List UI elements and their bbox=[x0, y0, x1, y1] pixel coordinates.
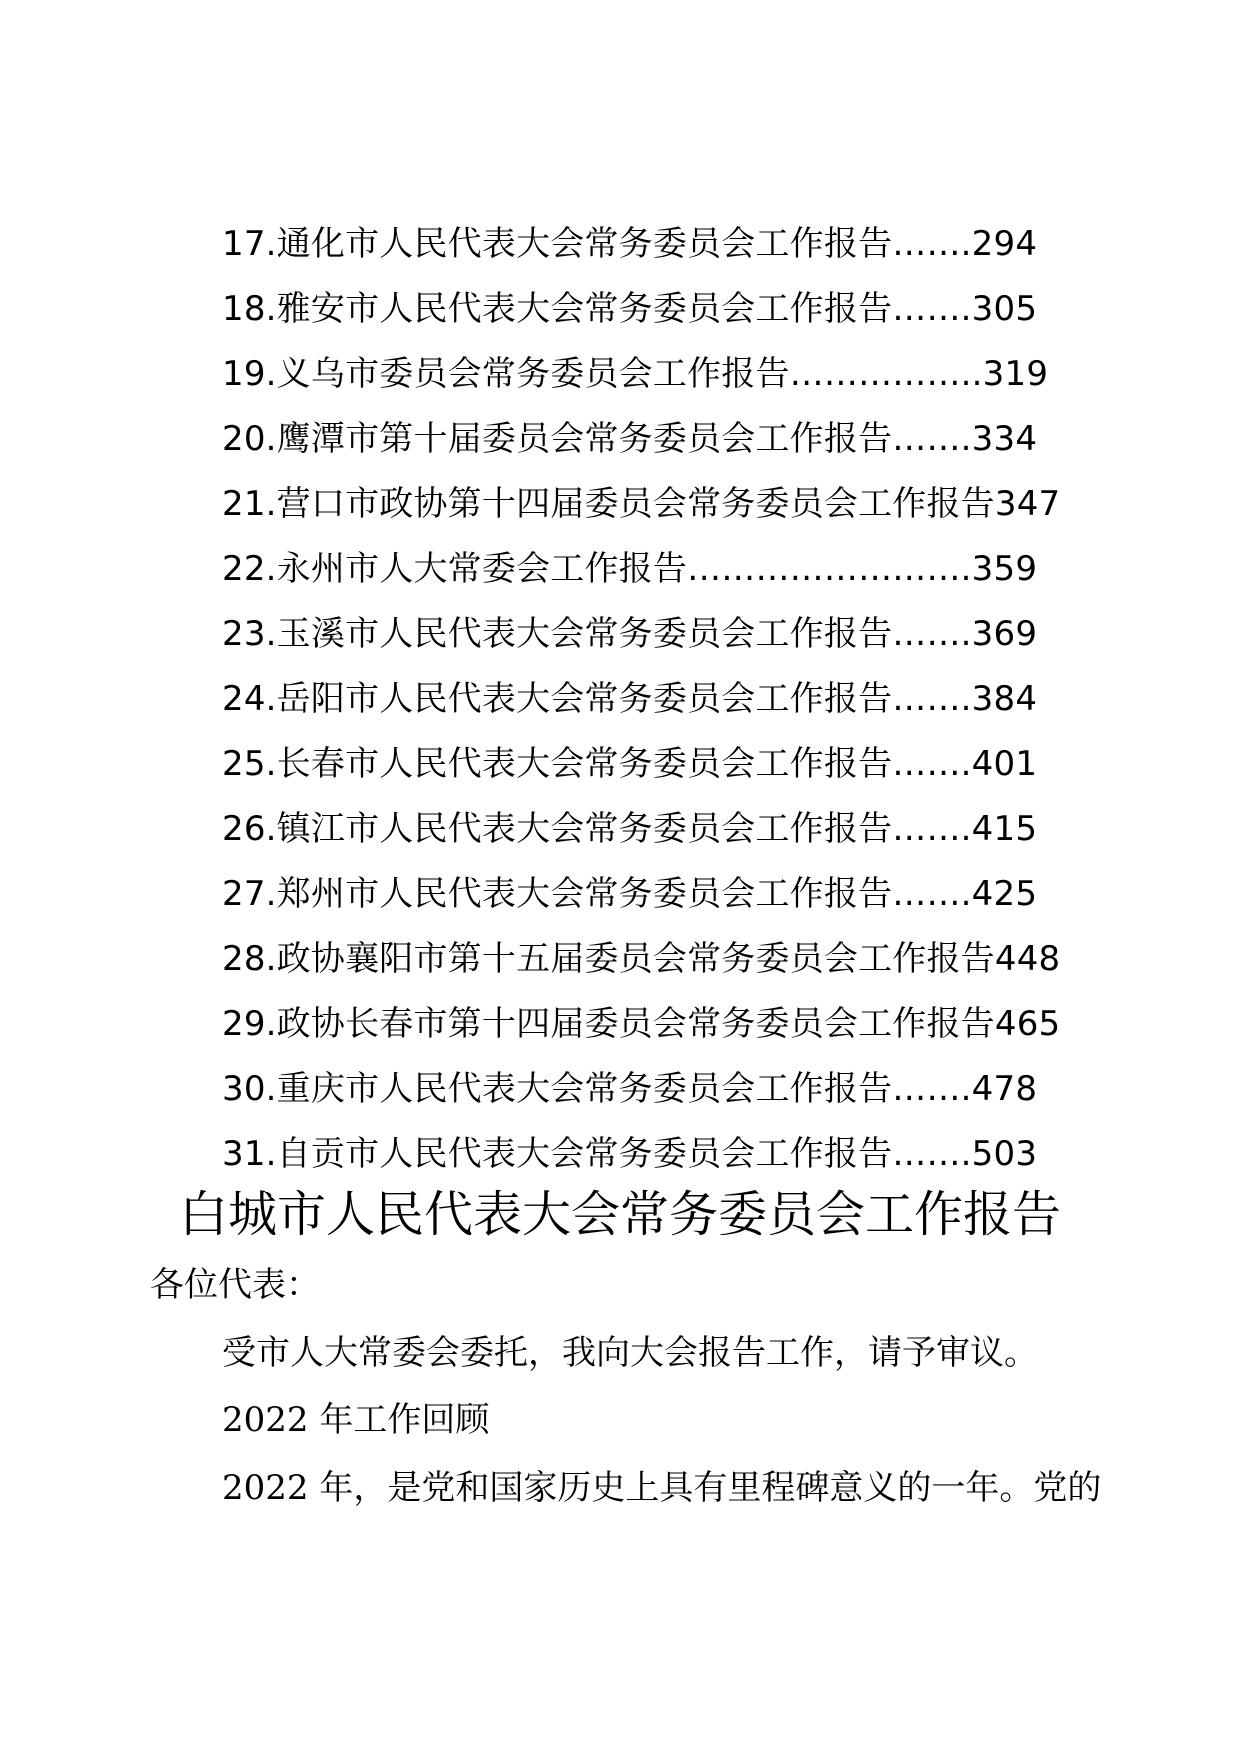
toc-entry-27: 27.郑州市人民代表大会常务委员会工作报告…….425 bbox=[222, 874, 1038, 914]
paragraph-commission: 受市人大常委会委托，我向大会报告工作，请予审议。 bbox=[222, 1333, 1038, 1373]
paragraph-intro bbox=[222, 1463, 1101, 1513]
toc-entry-24: 24.岳阳市人民代表大会常务委员会工作报告…….384 bbox=[222, 679, 1038, 719]
toc-entry-18: 18.雅安市人民代表大会常务委员会工作报告…….305 bbox=[222, 289, 1038, 329]
document-title: 白城市人民代表大会常务委员会工作报告 bbox=[178, 1186, 1061, 1243]
year-number: 2022 bbox=[222, 1468, 309, 1508]
toc-entry-28: 28.政协襄阳市第十五届委员会常务委员会工作报告448 bbox=[222, 939, 1061, 979]
toc-entry-21: 21.营口市政协第十四届委员会常务委员会工作报告347 bbox=[222, 484, 1061, 524]
toc-entry-25: 25.长春市人民代表大会常务委员会工作报告…….401 bbox=[222, 744, 1038, 784]
paragraph-intro-text: 年，是党和国家历史上具有里程碑意义的一年。党的 bbox=[308, 1468, 1102, 1508]
toc-entry-20: 20.鹰潭市第十届委员会常务委员会工作报告…….334 bbox=[222, 419, 1038, 459]
year-number: 2022 bbox=[222, 1400, 309, 1440]
toc-entry-31: 31.自贡市人民代表大会常务委员会工作报告…….503 bbox=[222, 1134, 1038, 1174]
toc-entry-30: 30.重庆市人民代表大会常务委员会工作报告…….478 bbox=[222, 1069, 1038, 1109]
section-heading-review bbox=[222, 1395, 489, 1445]
toc-entry-23: 23.玉溪市人民代表大会常务委员会工作报告…….369 bbox=[222, 614, 1038, 654]
table-of-contents bbox=[222, 218, 1062, 1193]
toc-entry-26: 26.镇江市人民代表大会常务委员会工作报告…….415 bbox=[222, 809, 1038, 849]
toc-entry-22: 22.永州市人大常委会工作报告…………………….359 bbox=[222, 549, 1038, 589]
salutation: 各位代表： bbox=[150, 1265, 320, 1305]
toc-entry-17: 17.通化市人民代表大会常务委员会工作报告…….294 bbox=[222, 224, 1038, 264]
toc-entry-19: 19.义乌市委员会常务委员会工作报告……………..319 bbox=[222, 354, 1049, 394]
toc-entry-29: 29.政协长春市第十四届委员会常务委员会工作报告465 bbox=[222, 1004, 1061, 1044]
section-heading-text: 年工作回顾 bbox=[308, 1400, 490, 1440]
